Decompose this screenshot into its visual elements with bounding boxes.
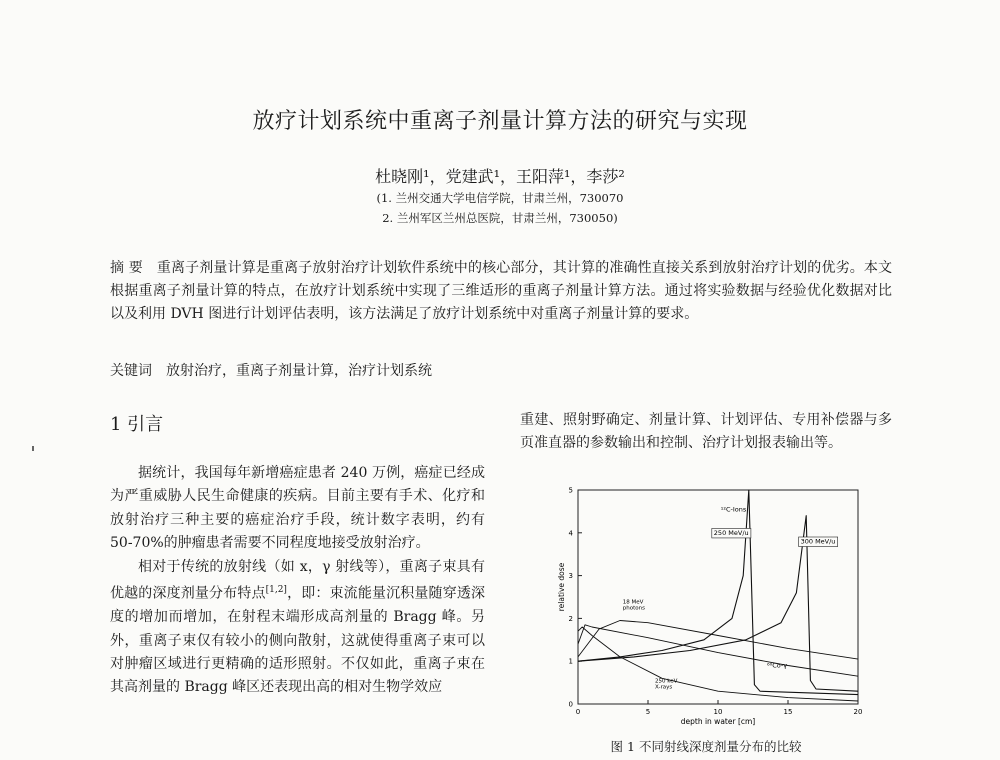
- x-tick-label: 20: [853, 708, 863, 716]
- affiliation-2: 2. 兰州军区兰州总医院，甘肃兰州，730050): [382, 211, 618, 225]
- y-axis-label: relative dose: [557, 562, 566, 612]
- y-tick-label: 3: [568, 572, 573, 581]
- keywords-text: 放射治疗，重离子剂量计算，治疗计划系统: [166, 363, 432, 379]
- series-annotation: 18 MeV: [622, 599, 644, 606]
- plot-frame: [578, 490, 858, 704]
- series-annotation: ⁶⁰Co-γ: [767, 661, 788, 670]
- keywords-label: 关键词: [110, 363, 152, 379]
- margin-mark: [32, 446, 34, 451]
- series-annotation: 250 MeV/u: [713, 528, 749, 537]
- series-annotation: ¹²C-Ions: [720, 505, 747, 514]
- x-tick-label: 10: [713, 708, 723, 716]
- x-axis-label: depth in water [cm]: [680, 717, 756, 726]
- figure-caption: 图 1 不同射线深度剂量分布的比较: [610, 739, 802, 754]
- right-paragraph: 重建、照射野确定、剂量计算、计划评估、专用补偿器与多页准直器的参数输出和控制、治疗计划报表输出等。: [520, 412, 892, 452]
- depth-dose-chart: [556, 478, 876, 740]
- x-tick-label: 0: [575, 708, 581, 716]
- y-tick-label: 4: [568, 529, 573, 538]
- keywords: [110, 360, 432, 380]
- citation-ref: [1,2]: [265, 585, 287, 596]
- right-column: [520, 409, 892, 456]
- series-line: [578, 621, 858, 660]
- series-annotation: 300 MeV/u: [800, 537, 836, 546]
- paragraph-2: [110, 556, 485, 700]
- x-tick-label: 5: [645, 708, 651, 716]
- y-tick-label: 1: [568, 657, 573, 666]
- paper-title: 放疗计划系统中重离子剂量计算方法的研究与实现: [252, 109, 748, 134]
- series-annotation: X-rays: [655, 684, 673, 691]
- series-line: [578, 627, 858, 701]
- y-tick-label: 0: [568, 700, 573, 709]
- affiliation-1: (1. 兰州交通大学电信学院，甘肃兰州，730070: [376, 191, 624, 205]
- paragraph-1: 据统计，我国每年新增癌症患者 240 万例，癌症已经成为严重威胁人民生命健康的疾病。目前主要有手术、化疗和放射治疗三种主要的癌症治疗手段，统计数字表明，约有 50-70%的肿瘤患者需要不同程度地接受放射治疗。: [110, 465, 485, 552]
- series-annotation: 250 keV: [655, 678, 678, 685]
- series-line: [578, 625, 858, 676]
- series-line: [578, 490, 858, 695]
- paragraph-2-part-a: 相对于传统的放射线（如 x，γ 射线等），重离子束具有优越的深度剂量分布特点: [110, 558, 485, 602]
- y-tick-label: 5: [568, 486, 573, 495]
- paragraph-2-part-b: ，即：束流能量沉积量随穿透深度的增加而增加，在射程末端形成高剂量的 Bragg 峰。另外，重离子束仅有较小的侧向散射，这就使得重离子束可以对肿瘤区域进行更精确的适形照射。不仅如此，重离子束在其高剂量的 Bragg 峰区还表现出高的相对生物学效应: [110, 585, 485, 696]
- author-list: 杜晓刚¹，党建武¹，王阳萍¹，李莎²: [375, 167, 625, 186]
- y-tick-label: 2: [568, 614, 573, 623]
- x-tick-label: 15: [783, 708, 793, 716]
- abstract-label: 摘 要: [110, 260, 143, 276]
- left-column: [110, 462, 485, 700]
- abstract: [110, 257, 892, 326]
- series-annotation: photons: [622, 605, 646, 612]
- section-heading: 1 引言: [110, 414, 164, 435]
- abstract-text: 重离子剂量计算是重离子放射治疗计划软件系统中的核心部分，其计算的准确性直接关系到放射治疗计划的优劣。本文根据重离子剂量计算的特点，在放疗计划系统中实现了三维适形的重离子剂量计算方法。通过将实验数据与经验优化数据对比以及利用 DVH 图进行计划评估表明，该方法满足了放疗计划系统中对重离子剂量计算的要求。: [110, 260, 892, 322]
